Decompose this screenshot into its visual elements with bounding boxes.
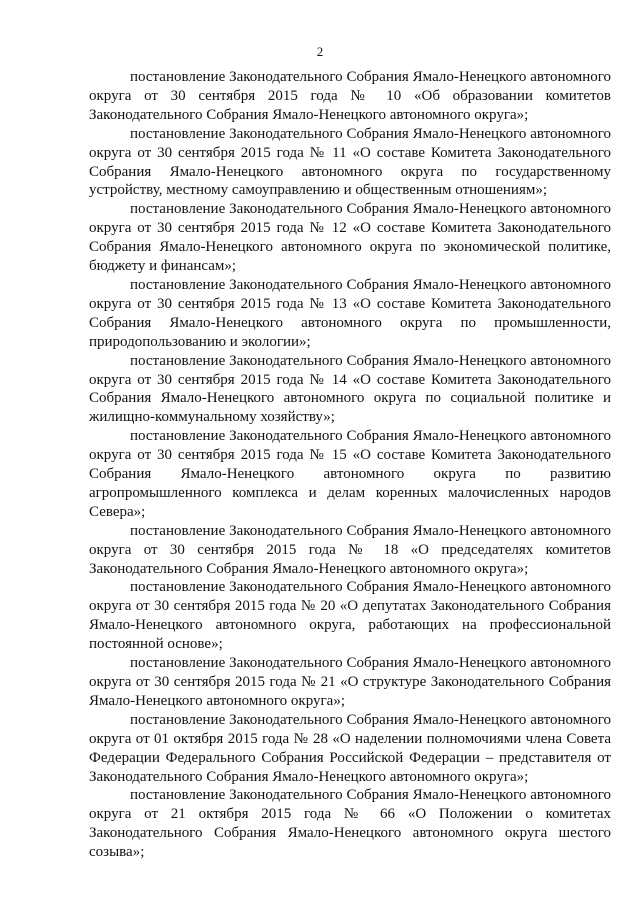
list-item: постановление Законодательного Собрания Ямало-Ненецкого автономного округа от 30 сентября 2015 года № 21 «О структуре Законодательного Собрания Ямало-Ненецкого автономного округа»;	[89, 655, 611, 709]
list-item: постановление Законодательного Собрания Ямало-Ненецкого автономного округа от 30 сентября 2015 года № 18 «О председателях комитетов Законодательного Собрания Ямало-Ненецкого автономного округа»;	[89, 522, 611, 577]
list-item: постановление Законодательного Собрания Ямало-Ненецкого автономного округа от 30 сентября 2015 года № 11 «О составе Комитета Законодательного Собрания Ямало-Ненецкого автономного округа по государственному устройству, местному самоуправлению и общественным отношениям»;	[89, 125, 611, 199]
list-item: постановление Законодательного Собрания Ямало-Ненецкого автономного округа от 21 октября 2015 года № 66 «О Положении о комитетах Законодательного Собрания Ямало-Ненецкого автономного округа шестого созыва»;	[89, 787, 611, 861]
page-number: 2	[316, 44, 324, 59]
list-item: постановление Законодательного Собрания Ямало-Ненецкого автономного округа от 30 сентября 2015 года № 12 «О составе Комитета Законодательного Собрания Ямало-Ненецкого автономного округа по экономической политике, бюджету и финансам»;	[89, 201, 611, 275]
list-item: постановление Законодательного Собрания Ямало-Ненецкого автономного округа от 30 сентября 2015 года № 14 «О составе Комитета Законодательного Собрания Ямало-Ненецкого автономного округа по социальной политике и жилищно-коммунальному хозяйству»;	[89, 352, 611, 426]
document-body	[89, 68, 611, 862]
list-item: постановление Законодательного Собрания Ямало-Ненецкого автономного округа от 30 сентября 2015 года № 15 «О составе Комитета Законодательного Собрания Ямало-Ненецкого автономного округа по развитию агропромышленного комплекса и делам коренных малочисленных народов Севера»;	[89, 428, 611, 520]
list-item: постановление Законодательного Собрания Ямало-Ненецкого автономного округа от 30 сентября 2015 года № 10 «Об образовании комитетов Законодательного Собрания Ямало-Ненецкого автономного округа»;	[89, 69, 611, 123]
list-item: постановление Законодательного Собрания Ямало-Ненецкого автономного округа от 30 сентября 2015 года № 20 «О депутатах Законодательного Собрания Ямало-Ненецкого автономного округа, работающих на профессиональной постоянной основе»;	[89, 579, 611, 653]
list-item: постановление Законодательного Собрания Ямало-Ненецкого автономного округа от 01 октября 2015 года № 28 «О наделении полномочиями члена Совета Федерации Федерального Собрания Российской Федерации – представителя от Законодательного Собрания Ямало-Ненецкого автономного округа»;	[89, 711, 611, 785]
list-item: постановление Законодательного Собрания Ямало-Ненецкого автономного округа от 30 сентября 2015 года № 13 «О составе Комитета Законодательного Собрания Ямало-Ненецкого автономного округа по промышленности, природопользованию и экологии»;	[89, 276, 611, 350]
